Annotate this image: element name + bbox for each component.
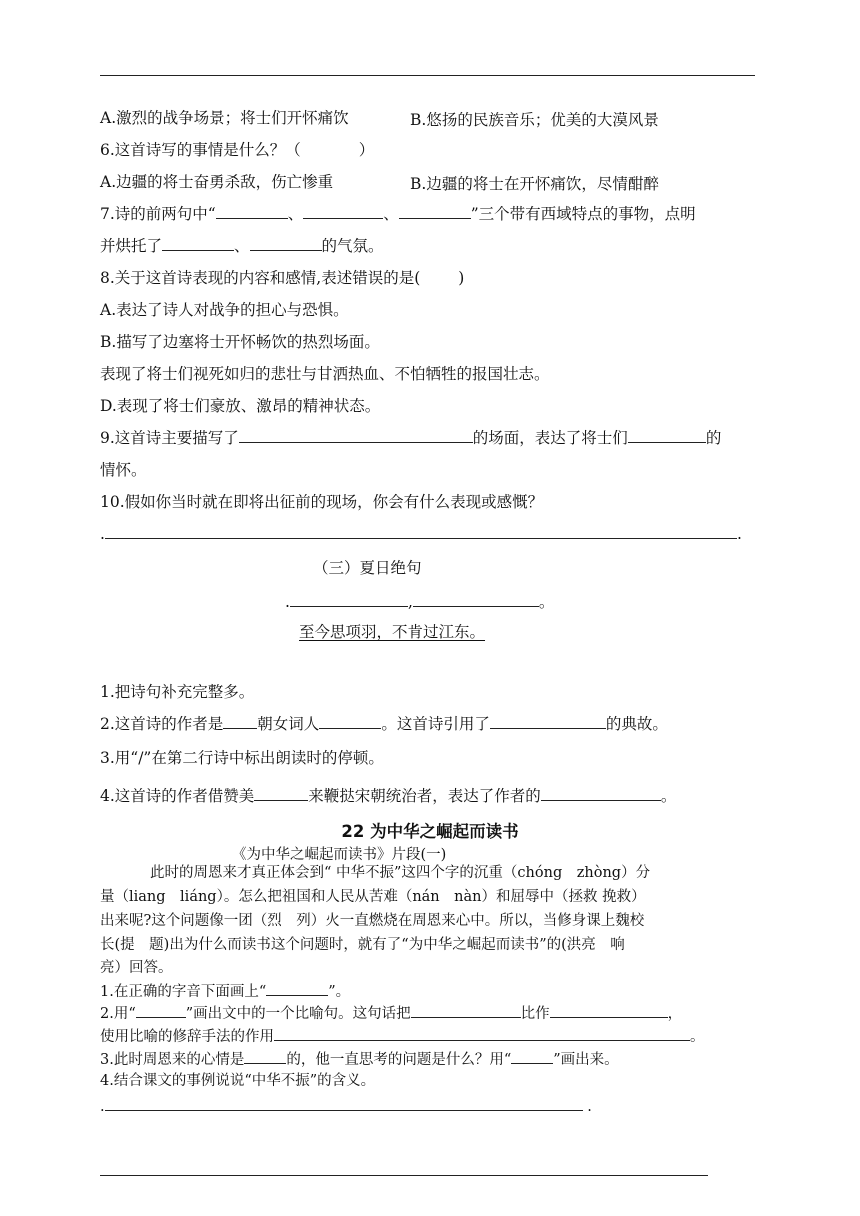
answer-line-l22-4: . . bbox=[100, 1096, 592, 1115]
passage-line-1: 此时的周恩来才真正体会到“ 中华不振”这四个字的沉重（chóng zhòng）分 bbox=[150, 865, 651, 881]
l22-question-2-cont: 使用比喻的修辞手法的作用 。 bbox=[100, 1026, 705, 1046]
lesson-22-subtitle: 《为中华之崛起而读书》片段(一) bbox=[232, 847, 447, 863]
poem-line-2: 至今思项羽，不肯过江东。 bbox=[299, 623, 486, 641]
lesson-22-title: 22 为中华之崛起而读书 bbox=[341, 822, 519, 841]
top-rule bbox=[100, 75, 755, 76]
l22-question-2: 2.用“ ”画出文中的一个比喻句。这句话把 比作 ， bbox=[100, 1003, 682, 1023]
l22-question-1: 1.在正确的字音下面画上“ ”。 bbox=[100, 981, 350, 1001]
question-6: 6.这首诗写的事情是什么？（ ） bbox=[100, 141, 375, 159]
q6-option-a: A.边疆的将士奋勇杀敌，伤亡惨重 bbox=[100, 173, 334, 191]
s3-question-4: 4.这首诗的作者借赞美 来鞭挞宋朝统治者，表达了作者的 。 bbox=[100, 787, 677, 805]
bottom-rule bbox=[100, 1175, 708, 1176]
passage-line-2: 量（liang liáng）。怎么把祖国和人民从苦难（nán nàn）和屈辱中（拯救 挽救） bbox=[100, 889, 646, 905]
l22-question-4: 4.结合课文的事例说说“中华不振”的含义。 bbox=[100, 1073, 376, 1089]
passage-line-5: 亮）回答。 bbox=[100, 960, 173, 976]
passage-line-4: 长(提 题)出为什么而读书这个问题时，就有了“为中华之崛起而读书”的(洪亮 响 bbox=[100, 937, 625, 953]
q8-option-d: D.表现了将士们豪放、激昂的精神状态。 bbox=[100, 397, 381, 415]
question-10: 10.假如你当时就在即将出征前的现场，你会有什么表现或感慨？ bbox=[100, 493, 544, 511]
option-b: B.悠扬的民族音乐；优美的大漠风景 bbox=[410, 111, 659, 129]
poem-line-1: . , 。 bbox=[285, 593, 555, 611]
answer-line-10: . . bbox=[100, 525, 742, 543]
question-9-cont: 情怀。 bbox=[100, 461, 147, 479]
q6-option-b: B.边疆的将士在开怀痛饮，尽情酣醉 bbox=[410, 175, 659, 193]
question-8: 8.关于这首诗表现的内容和感情,表述错误的是( ) bbox=[100, 269, 465, 287]
question-7-cont: 并烘托了 、 的气氛。 bbox=[100, 237, 384, 255]
q8-option-c: 表现了将士们视死如归的悲壮与甘洒热血、不怕牺牲的报国壮志。 bbox=[100, 365, 550, 383]
s3-question-2: 2.这首诗的作者是 朝女词人 。这首诗引用了 的典故。 bbox=[100, 715, 668, 733]
s3-question-1: 1.把诗句补充完整多。 bbox=[100, 683, 255, 701]
s3-question-3: 3.用“/”在第二行诗中标出朗读时的停顿。 bbox=[100, 749, 384, 767]
q8-option-a: A.表达了诗人对战争的担心与恐惧。 bbox=[100, 301, 349, 319]
option-a: A.激烈的战争场景；将士们开怀痛饮 bbox=[100, 109, 349, 127]
passage-line-3: 出来呢?这个问题像一团（烈 列）火一直燃烧在周恩来心中。所以，当修身课上魏校 bbox=[100, 913, 645, 929]
question-7: 7.诗的前两句中“ 、 、 ”三个带有西域特点的事物，点明 bbox=[100, 205, 696, 223]
l22-question-3: 3.此时周恩来的心情是 的，他一直思考的问题是什么？用“ ”画出来。 bbox=[100, 1049, 619, 1069]
q8-option-b: B.描写了边塞将士开怀畅饮的热烈场面。 bbox=[100, 333, 380, 351]
question-9: 9.这首诗主要描写了 的场面，表达了将士们 的 bbox=[100, 429, 722, 447]
section-3-title: （三）夏日绝句 bbox=[313, 559, 422, 577]
